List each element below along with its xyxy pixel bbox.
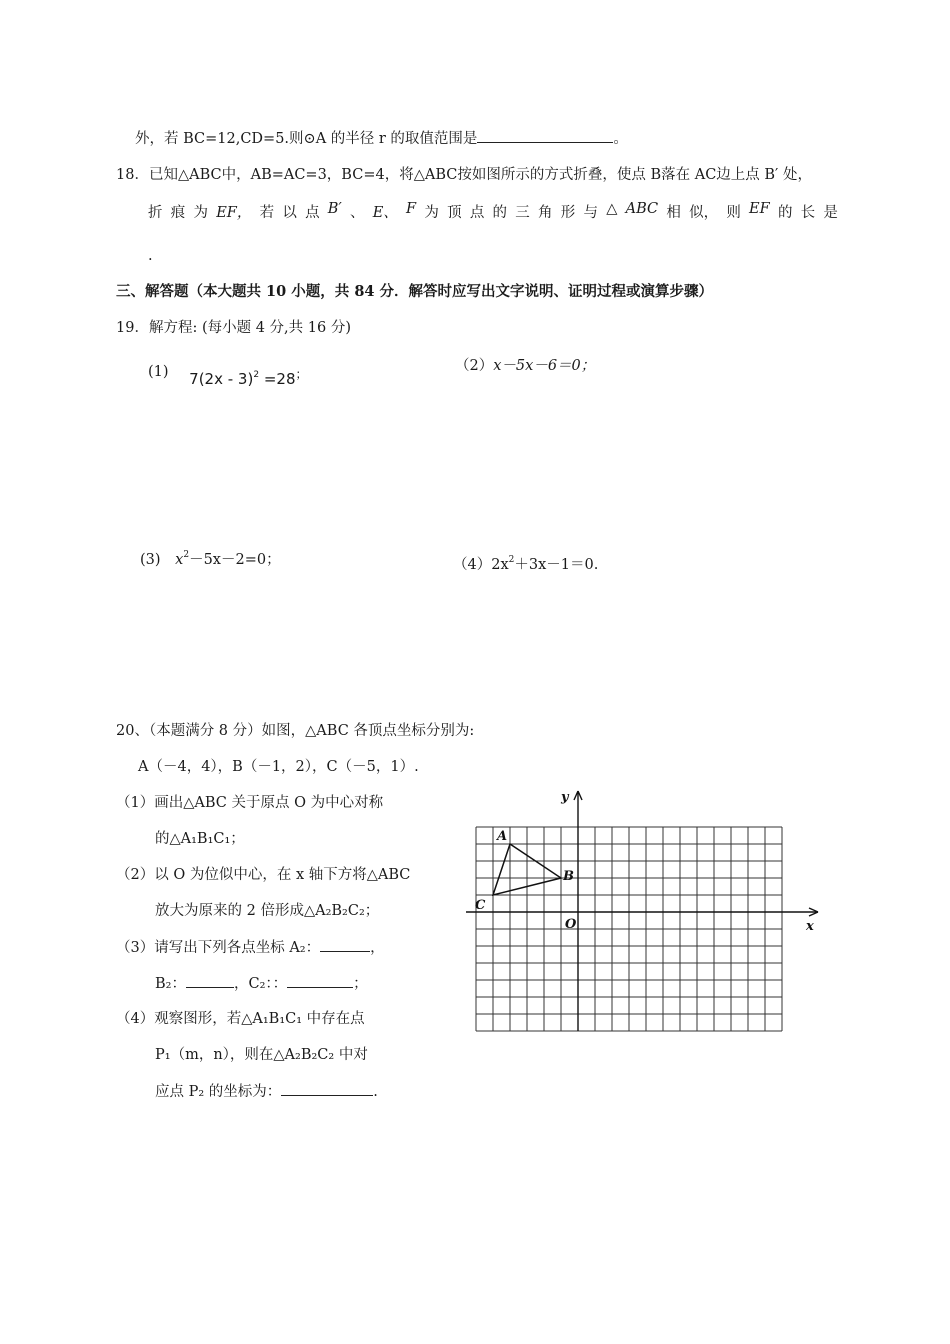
q18-token: 点 <box>305 205 320 221</box>
q19-part4 <box>453 550 598 575</box>
q19-p3-label: (3) <box>140 552 161 568</box>
label-x-axis: x <box>806 919 814 934</box>
a2-answer-blank[interactable] <box>320 937 370 952</box>
q18-token: 点 <box>469 205 485 221</box>
q18-line2 <box>148 201 838 222</box>
q18-token: 顶 <box>447 205 462 221</box>
q19-part3 <box>140 545 281 570</box>
q18-token: F <box>406 201 417 217</box>
q20-step4c: 应点 P₂ 的坐标为： . <box>155 1081 378 1102</box>
q19-p2-label: （2） <box>455 358 494 374</box>
q17-text: 外，若 BC=12,CD=5.则⊙A 的半径 r 的取值范围是 <box>135 131 478 147</box>
q18-token: △ <box>606 201 618 217</box>
q20-step1b: 的△A₁B₁C₁； <box>155 831 245 847</box>
q18-token: 角 <box>538 205 553 221</box>
q18-token: 的 <box>777 205 793 221</box>
q18-token: 是 <box>823 205 838 221</box>
q20-step3a: （3）请写出下列各点坐标 A₂： ， <box>116 937 385 958</box>
q18-token: ABC <box>625 201 659 217</box>
q17-tail <box>135 128 628 149</box>
q18-token: 与 <box>583 205 598 221</box>
label-point-b: B <box>563 869 574 884</box>
q18-token: 痕 <box>170 205 186 221</box>
q18-token: 相 <box>666 205 681 221</box>
q19-p1-equation: 7(2x - 3)$^2$ =28； <box>189 367 308 388</box>
q17-answer-blank[interactable] <box>477 128 613 143</box>
b2-answer-blank[interactable] <box>186 973 234 988</box>
q18-token: 三 <box>515 205 530 221</box>
p2-answer-blank[interactable] <box>281 1081 373 1096</box>
q18-token: E、 <box>372 205 398 221</box>
q20-title: 20、（本题满分 8 分）如图，△ABC 各顶点坐标分别为: <box>116 723 475 739</box>
q19-p4-equation: $2x^2+3x-1=0$. <box>491 555 599 573</box>
q18-token: EF <box>749 201 770 217</box>
q20-step4a: （4）观察图形，若△A₁B₁C₁ 中存在点 <box>116 1011 365 1027</box>
q20-step4b: P₁（m，n），则在△A₂B₂C₂ 中对 <box>155 1047 368 1063</box>
q18-line1: 18．已知△ABC中，AB=AC=3，BC=4，将△ABC按如图所示的方式折叠，使点 B落在 AC边上点 B′ 处， <box>116 167 812 183</box>
c2-answer-blank[interactable] <box>287 973 353 988</box>
q18-token: 似， <box>689 205 719 221</box>
q18-token: 长 <box>800 205 816 221</box>
section-3-heading: 三、解答题（本大题共 10 小题，共 84 分．解答时应写出文字说明、证明过程或演算步骤） <box>116 283 714 300</box>
q19-p1-label: (1) <box>148 364 169 380</box>
q18-token: 以 <box>282 205 297 221</box>
q18-token: B′ <box>327 201 342 217</box>
q19-p4-label: （4） <box>453 557 492 573</box>
q18-token: 为 <box>424 205 439 221</box>
q19-part1 <box>148 356 308 388</box>
q17-end: 。 <box>613 131 628 147</box>
coordinate-grid-figure <box>460 780 850 1060</box>
q18-token: 为 <box>193 205 208 221</box>
q20-step2a: （2）以 O 为位似中心，在 x 轴下方将△ABC <box>116 867 411 883</box>
q18-token: 则 <box>726 205 741 221</box>
q18-token: 形 <box>560 205 576 221</box>
q18-token: EF， <box>216 205 252 221</box>
grid-lines <box>476 827 782 1031</box>
q19-title: 19．解方程: (每小题 4 分,共 16 分) <box>116 320 351 336</box>
q18-token: 的 <box>492 205 508 221</box>
q19-p3-equation: $x^2-5x-2=0$； <box>175 550 281 568</box>
q19-part2 <box>455 356 595 376</box>
q20-step3b: B₂： ，C₂：： ； <box>155 973 368 994</box>
q20-coordinates: A（－4，4），B（－1，2），C（－5，1）. <box>138 759 419 775</box>
q20-step2b: 放大为原来的 2 倍形成△A₂B₂C₂； <box>155 903 380 919</box>
label-point-a: A <box>497 829 508 844</box>
label-origin: O <box>565 917 577 932</box>
q18-token: 若 <box>259 205 275 221</box>
q18-token: 折 <box>148 205 163 221</box>
q19-p2-equation: x－5x－6＝0； <box>493 358 596 374</box>
q18-token: 、 <box>349 205 365 221</box>
label-point-c: C <box>475 898 486 913</box>
label-y-axis: y <box>561 790 569 805</box>
q20-step1a: （1）画出△ABC 关于原点 O 为中心对称 <box>116 795 384 811</box>
q18-line3: . <box>148 248 153 264</box>
